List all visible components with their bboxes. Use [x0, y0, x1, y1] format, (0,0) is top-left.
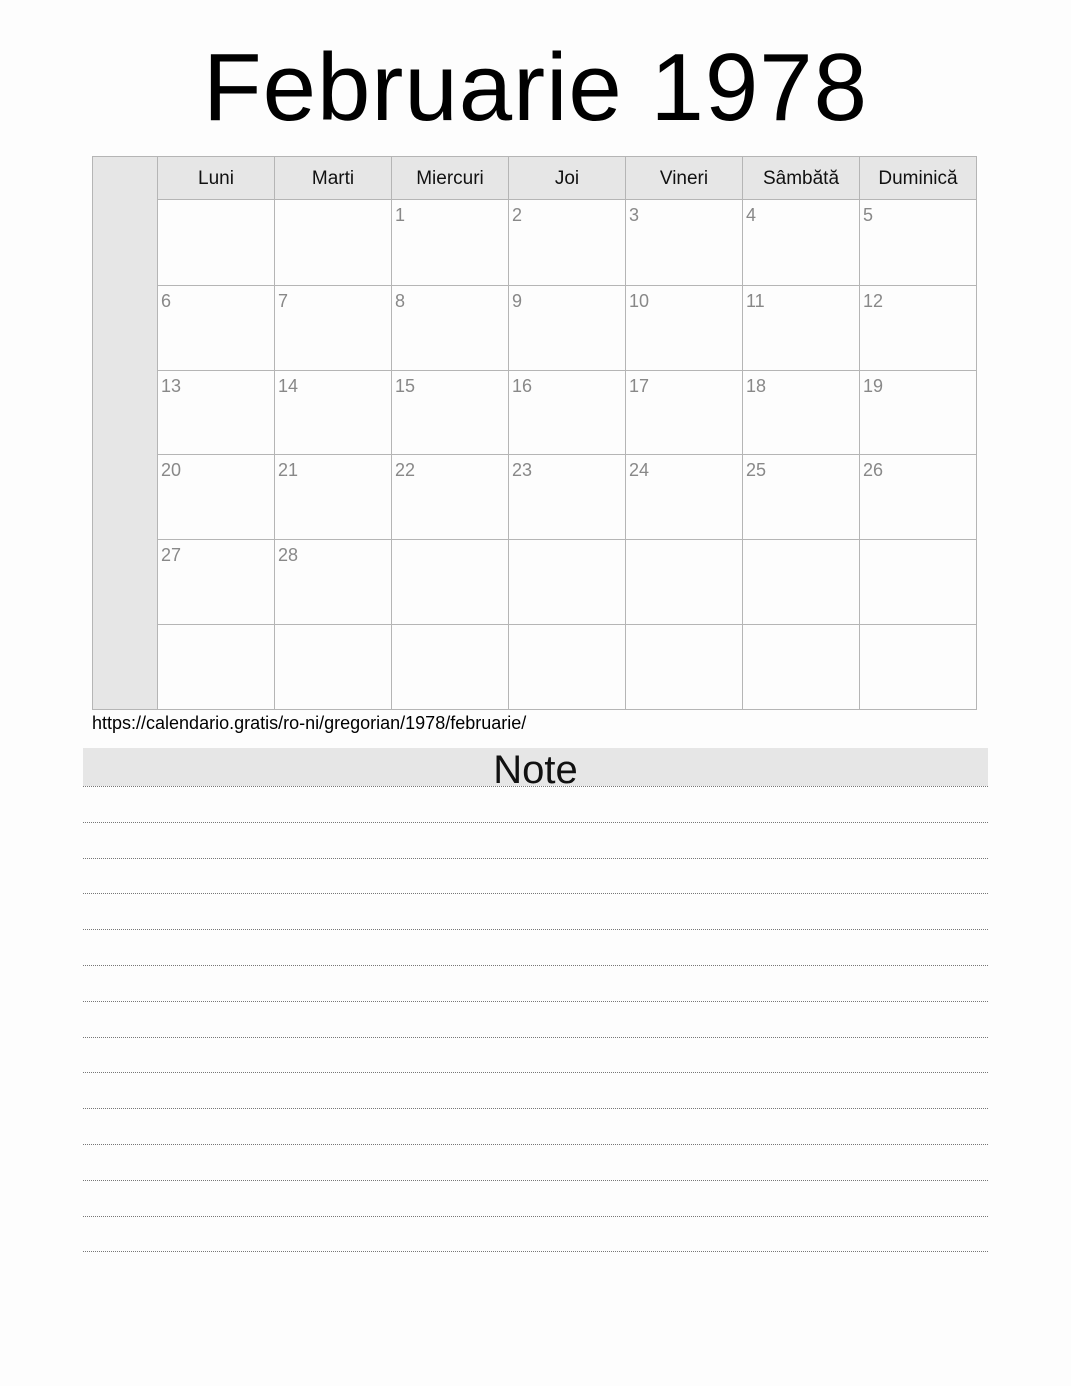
- note-line: [83, 1144, 988, 1145]
- day-cell: 26: [859, 455, 976, 539]
- note-line: [83, 822, 988, 823]
- week-row: [158, 370, 976, 455]
- day-cell: [158, 625, 274, 709]
- day-cell: 10: [625, 286, 742, 370]
- day-cell: 22: [391, 455, 508, 539]
- day-cell: 16: [508, 371, 625, 455]
- day-cell: 1: [391, 200, 508, 285]
- weekday-tuesday: Marti: [274, 157, 391, 199]
- weekday-sunday: Duminică: [859, 157, 976, 199]
- day-cell: [274, 200, 391, 285]
- day-cell: 5: [859, 200, 976, 285]
- day-cell: 12: [859, 286, 976, 370]
- day-cell: [625, 540, 742, 624]
- day-cell: [859, 625, 976, 709]
- note-line: [83, 929, 988, 930]
- note-line: [83, 893, 988, 894]
- note-line: [83, 1072, 988, 1073]
- week-row: [158, 285, 976, 370]
- day-cell: [742, 625, 859, 709]
- weekday-saturday: Sâmbătă: [742, 157, 859, 199]
- week-row: [158, 539, 976, 624]
- note-line: [83, 786, 988, 787]
- day-cell: [391, 625, 508, 709]
- weekday-wednesday: Miercuri: [391, 157, 508, 199]
- day-cell: [158, 200, 274, 285]
- weekday-monday: Luni: [198, 168, 234, 189]
- day-cell: 11: [742, 286, 859, 370]
- note-line: [83, 1001, 988, 1002]
- weekday-header-row: [158, 157, 976, 200]
- day-cell: 17: [625, 371, 742, 455]
- day-cell: 28: [274, 540, 391, 624]
- day-cell: [508, 540, 625, 624]
- note-line: [83, 1108, 988, 1109]
- day-cell: 8: [391, 286, 508, 370]
- week-row: [158, 454, 976, 539]
- source-url: https://calendario.gratis/ro-ni/gregorian/1978/februarie/: [92, 713, 527, 733]
- day-cell: 6: [161, 290, 172, 311]
- day-cell: [625, 625, 742, 709]
- day-cell: 23: [508, 455, 625, 539]
- day-cell: [859, 540, 976, 624]
- day-cell: 15: [391, 371, 508, 455]
- week-row: [158, 624, 976, 709]
- weekday-thursday: Joi: [508, 157, 625, 199]
- day-cell: [508, 625, 625, 709]
- day-cell: 4: [742, 200, 859, 285]
- day-cell: 25: [742, 455, 859, 539]
- page-title: Februarie 1978: [202, 34, 869, 141]
- day-cell: 20: [161, 460, 182, 481]
- note-line: [83, 965, 988, 966]
- day-cell: [391, 540, 508, 624]
- day-cell: [742, 540, 859, 624]
- day-cell: 3: [625, 200, 742, 285]
- weekday-friday: Vineri: [625, 157, 742, 199]
- note-line: [83, 1251, 988, 1252]
- day-cell: 2: [508, 200, 625, 285]
- day-cell: 27: [161, 545, 182, 566]
- day-cell: 18: [742, 371, 859, 455]
- week-number-column: [93, 157, 158, 709]
- day-cell: 24: [625, 455, 742, 539]
- day-cell: 14: [274, 371, 391, 455]
- calendar-grid: [92, 156, 977, 710]
- day-cell: 9: [508, 286, 625, 370]
- day-cell: 19: [859, 371, 976, 455]
- note-line: [83, 1180, 988, 1181]
- day-cell: 13: [161, 375, 182, 396]
- note-line: [83, 858, 988, 859]
- note-line: [83, 1216, 988, 1217]
- week-row: [158, 200, 976, 285]
- day-cell: 7: [274, 286, 391, 370]
- day-cell: [274, 625, 391, 709]
- notes-title: Note: [83, 748, 988, 786]
- day-cell: 21: [274, 455, 391, 539]
- days-grid: [158, 200, 976, 709]
- note-line: [83, 1037, 988, 1038]
